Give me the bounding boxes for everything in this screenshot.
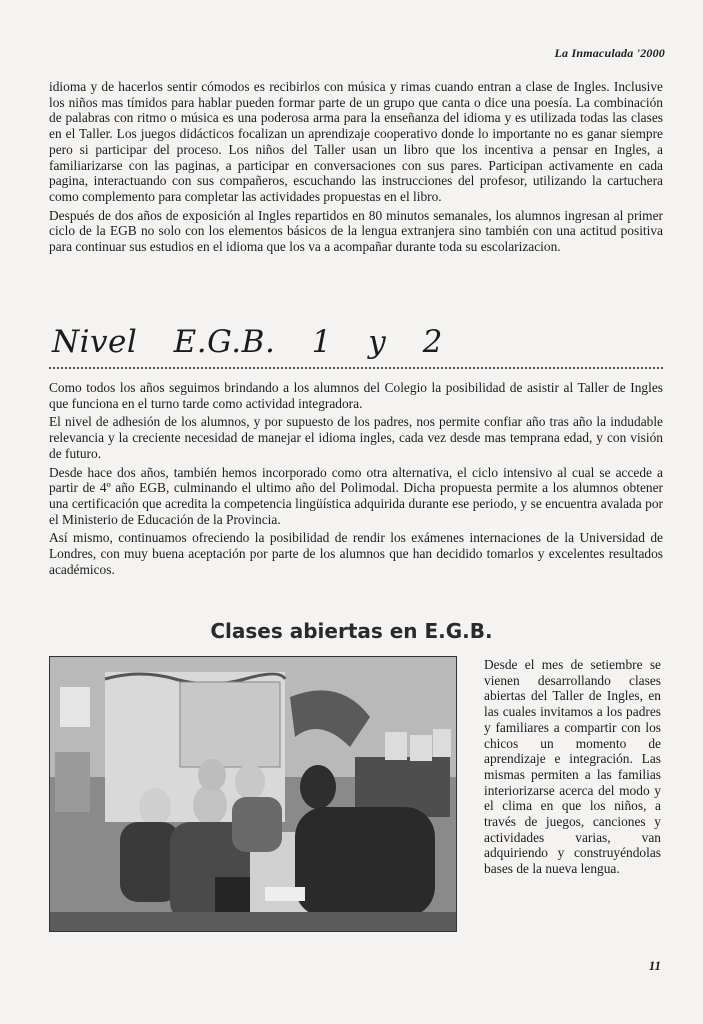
section-paragraph-3: Desde hace dos años, también hemos incorporado como otra alternativa, el ciclo intensivo al cual se accede a partir de 4º año EGB, culminando el ultimo año del Polimodal. Dicha propuesta permite a los alumnos obtener una certificación que acredita la competencia lingüística adquirida durante ese periodo, y se encuentra avalada por el Ministerio de Educación de la Provincia. [49,464,663,527]
intro-text-block [49,79,663,258]
section-heading-nivel-egb: Nivel E.G.B. 1 y 2 [52,324,443,360]
section-paragraph-2: El nivel de adhesión de los alumnos, y por supuesto de los padres, nos permite confiar año tras año la indudable relevancia y la creciente necesidad de manejar el idioma ingles, cada vez desde mas temprana edad, y con visión de futuro. [49,414,663,461]
page-number: 11 [648,958,661,973]
intro-paragraph-1: idioma y de hacerlos sentir cómodos es recibirlos con música y rimas cuando entran a clase de Ingles. Inclusive los niños mas tímidos para hablar pueden formar parte de un grupo que canta o dice una poesía. La combinación de palabras con ritmo o música es una poderosa arma para la enseñanza del idioma y es utilizada todas las clases en el Taller. Los juegos didácticos focalizan un aprendizaje cooperativo donde lo importante no es ganar siempre pero si participar del proceso. Los niños del Taller usan un libro que los incentiva a pensar en Ingles, a familiarizarse con las paginas, a participar en conversaciones con sus pares. Participan activamente en cada pagina, interactuando con sus compañeros, escuchando las instrucciones del profesor, utilizando la cartuchera como complemento para completar las actividades propuestas en el libro. [49,79,663,204]
running-header: La Inmaculada '2000 [554,46,665,60]
classroom-photo [49,656,457,932]
heading-divider [49,367,663,369]
section-paragraph-1: Como todos los años seguimos brindando a los alumnos del Colegio la posibilidad de asistir al Taller de Ingles que funciona en el turno tarde como actividad integradora. [49,380,663,411]
section-paragraph-4: Así mismo, continuamos ofreciendo la posibilidad de rendir los exámenes internaciones de la Universidad de Londres, con muy buena aceptación por parte de los alumnos que han decidido tomarlos y excelentes resultados académicos. [49,530,663,577]
classroom-photo-illustration [50,657,456,931]
open-classes-heading: Clases abiertas en E.G.B. [210,619,493,643]
section-text-block [49,380,663,580]
intro-paragraph-2: Después de dos años de exposición al Ingles repartidos en 80 minutos semanales, los alumnos ingresan al primer ciclo de la EGB no solo con los elementos básicos de la lengua extranjera sino también con una actitud positiva para continuar sus estudios en el idioma que los va a acompañar durante toda su escolarizacion. [49,207,663,255]
open-classes-text: Desde el mes de setiembre se vienen desarrollando clases abiertas del Taller de Ingles, en las cuales invitamos a los padres y familiares a compartir con los chicos un momento de aprendizaje e integración. Las mismas permiten a las familias interiorizarse acerca del modo y el clima en que los niños, a través de juegos, canciones y actividades varias, van adquiriendo y construyéndolas bases de la nueva lengua. [484,657,661,877]
